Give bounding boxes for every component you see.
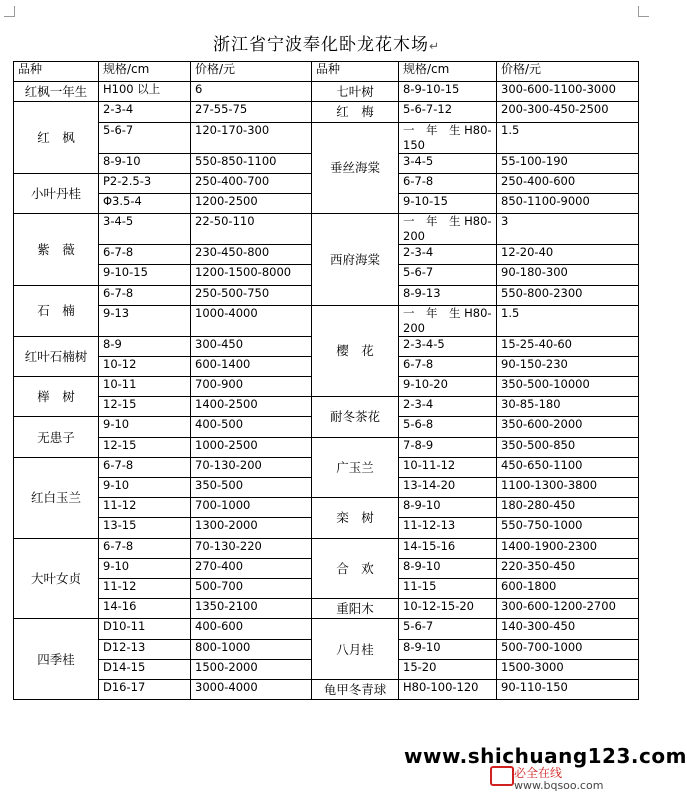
watermark-logo-text: 必全在线 — [514, 766, 563, 780]
right-price-cell: 350-500-10000 — [497, 377, 639, 397]
left-spec-cell: 6-7-8 — [99, 245, 191, 265]
left-price-cell: 1200-2500 — [191, 193, 312, 213]
left-variety-cell: 无患子 — [14, 417, 99, 457]
right-variety-cell: 合 欢 — [312, 538, 399, 599]
right-spec-cell: 6-7-8 — [399, 173, 497, 193]
left-price-cell: 270-400 — [191, 558, 312, 578]
left-price-cell: 1000-2500 — [191, 437, 312, 457]
header-price-right: 价格/元 — [497, 62, 639, 82]
left-price-cell: 1000-4000 — [191, 305, 312, 336]
table-row — [14, 538, 639, 558]
price-table — [13, 61, 639, 700]
left-spec-cell: 12-15 — [99, 437, 191, 457]
left-variety-cell: 红白玉兰 — [14, 457, 99, 538]
right-spec-cell: 5-6-8 — [399, 417, 497, 437]
table-row — [14, 599, 639, 619]
left-price-cell: 350-500 — [191, 478, 312, 498]
left-spec-cell: D14-15 — [99, 659, 191, 679]
right-spec-cell: 10-11-12 — [399, 457, 497, 477]
left-price-cell: 27-55-75 — [191, 102, 312, 122]
table-row — [14, 397, 639, 417]
left-price-cell: 550-850-1100 — [191, 153, 312, 173]
left-variety-cell: 红叶石楠树 — [14, 336, 99, 376]
right-variety-cell: 重阳木 — [312, 599, 399, 619]
left-spec-cell: 6-7-8 — [99, 538, 191, 558]
left-price-cell: 250-400-700 — [191, 173, 312, 193]
right-spec-cell: 13-14-20 — [399, 478, 497, 498]
right-price-cell: 90-150-230 — [497, 356, 639, 376]
left-price-cell: 1300-2000 — [191, 518, 312, 538]
left-spec-cell: 9-10-15 — [99, 265, 191, 285]
table-row — [14, 437, 639, 457]
left-spec-cell: 14-16 — [99, 599, 191, 619]
left-price-cell: 600-1400 — [191, 356, 312, 376]
table-row — [14, 122, 639, 153]
right-price-cell: 450-650-1100 — [497, 457, 639, 477]
right-spec-cell: 9-10-20 — [399, 377, 497, 397]
right-spec-cell: H80-100-120 — [399, 679, 497, 699]
right-spec-cell: 8-9-10 — [399, 558, 497, 578]
left-variety-cell: 四季桂 — [14, 619, 99, 700]
table-row — [14, 619, 639, 639]
left-price-cell: 1350-2100 — [191, 599, 312, 619]
left-price-cell: 400-600 — [191, 619, 312, 639]
right-price-cell: 12-20-40 — [497, 245, 639, 265]
left-spec-cell: 9-10 — [99, 478, 191, 498]
right-price-cell: 1.5 — [497, 122, 639, 153]
left-spec-cell: 9-13 — [99, 305, 191, 336]
right-spec-cell: 15-20 — [399, 659, 497, 679]
header-spec-right: 规格/cm — [399, 62, 497, 82]
left-spec-cell: 8-9 — [99, 336, 191, 356]
right-spec-cell: 2-3-4 — [399, 245, 497, 265]
right-spec-cell: 3-4-5 — [399, 153, 497, 173]
page-corner-mark-right — [638, 6, 649, 17]
right-price-cell: 500-700-1000 — [497, 639, 639, 659]
left-spec-cell: 6-7-8 — [99, 285, 191, 305]
title-text: 浙江省宁波奉化卧龙花木场 — [213, 35, 430, 55]
right-spec-cell: 11-12-13 — [399, 518, 497, 538]
right-spec-cell: 2-3-4-5 — [399, 336, 497, 356]
left-price-cell: 250-500-750 — [191, 285, 312, 305]
left-spec-cell: P2-2.5-3 — [99, 173, 191, 193]
price-table-body — [14, 62, 639, 700]
right-spec-cell: 5-6-7 — [399, 619, 497, 639]
left-price-cell: 70-130-200 — [191, 457, 312, 477]
right-price-cell: 220-350-450 — [497, 558, 639, 578]
left-variety-cell: 大叶女贞 — [14, 538, 99, 619]
right-price-cell: 15-25-40-60 — [497, 336, 639, 356]
left-price-cell: 1200-1500-8000 — [191, 265, 312, 285]
right-price-cell: 1.5 — [497, 305, 639, 336]
left-price-cell: 70-130-220 — [191, 538, 312, 558]
right-price-cell: 140-300-450 — [497, 619, 639, 639]
left-price-cell: 700-1000 — [191, 498, 312, 518]
right-price-cell: 180-280-450 — [497, 498, 639, 518]
right-price-cell: 55-100-190 — [497, 153, 639, 173]
left-price-cell: 1500-2000 — [191, 659, 312, 679]
table-row — [14, 679, 639, 699]
left-variety-cell: 石 楠 — [14, 285, 99, 336]
table-row — [14, 102, 639, 122]
left-variety-cell: 小叶丹桂 — [14, 173, 99, 213]
header-variety-right: 品种 — [312, 62, 399, 82]
page-corner-mark-left — [4, 6, 15, 17]
left-spec-cell: 11-12 — [99, 498, 191, 518]
right-spec-cell: 8-9-10-15 — [399, 82, 497, 102]
right-spec-cell: 8-9-10 — [399, 639, 497, 659]
left-spec-cell: D12-13 — [99, 639, 191, 659]
watermark-url: www.shichuang123.com — [404, 744, 687, 768]
left-price-cell: 800-1000 — [191, 639, 312, 659]
left-price-cell: 700-900 — [191, 377, 312, 397]
right-spec-cell: 8-9-10 — [399, 498, 497, 518]
right-spec-cell: 9-10-15 — [399, 193, 497, 213]
right-price-cell: 350-500-850 — [497, 437, 639, 457]
table-header-row — [14, 62, 639, 82]
right-price-cell: 300-600-1100-3000 — [497, 82, 639, 102]
left-variety-cell: 榉 树 — [14, 377, 99, 417]
right-price-cell: 550-750-1000 — [497, 518, 639, 538]
paragraph-mark: ↵ — [429, 39, 440, 53]
left-spec-cell: 5-6-7 — [99, 122, 191, 153]
right-variety-cell: 八月桂 — [312, 619, 399, 680]
header-variety-left: 品种 — [14, 62, 99, 82]
right-variety-cell: 广玉兰 — [312, 437, 399, 498]
right-price-cell: 1500-3000 — [497, 659, 639, 679]
right-price-cell: 1400-1900-2300 — [497, 538, 639, 558]
right-variety-cell: 栾 树 — [312, 498, 399, 538]
table-row — [14, 82, 639, 102]
right-price-cell: 550-800-2300 — [497, 285, 639, 305]
right-variety-cell: 七叶树 — [312, 82, 399, 102]
left-variety-cell: 红枫一年生 — [14, 82, 99, 102]
left-spec-cell: 2-3-4 — [99, 102, 191, 122]
left-price-cell: 300-450 — [191, 336, 312, 356]
right-spec-cell: 一 年 生 H80-200 — [399, 305, 497, 336]
right-price-cell: 200-300-450-2500 — [497, 102, 639, 122]
right-price-cell: 90-110-150 — [497, 679, 639, 699]
document-title — [0, 30, 653, 55]
right-spec-cell: 5-6-7 — [399, 265, 497, 285]
left-price-cell: 400-500 — [191, 417, 312, 437]
left-spec-cell: 13-15 — [99, 518, 191, 538]
right-variety-cell: 垂丝海棠 — [312, 122, 399, 214]
left-price-cell: 6 — [191, 82, 312, 102]
header-price-left: 价格/元 — [191, 62, 312, 82]
right-spec-cell: 10-12-15-20 — [399, 599, 497, 619]
right-spec-cell: 14-15-16 — [399, 538, 497, 558]
right-spec-cell: 11-15 — [399, 578, 497, 598]
right-variety-cell: 樱 花 — [312, 305, 399, 397]
right-spec-cell: 6-7-8 — [399, 356, 497, 376]
right-variety-cell: 龟甲冬青球 — [312, 679, 399, 699]
table-row — [14, 305, 639, 336]
left-price-cell: 120-170-300 — [191, 122, 312, 153]
left-spec-cell: 10-12 — [99, 356, 191, 376]
right-price-cell: 3 — [497, 214, 639, 245]
table-row — [14, 498, 639, 518]
right-spec-cell: 5-6-7-12 — [399, 102, 497, 122]
watermark-sub-url: www.bqsoo.com — [514, 779, 604, 792]
right-price-cell: 1100-1300-3800 — [497, 478, 639, 498]
left-spec-cell: 3-4-5 — [99, 214, 191, 245]
left-spec-cell: Φ3.5-4 — [99, 193, 191, 213]
header-spec-left: 规格/cm — [99, 62, 191, 82]
right-spec-cell: 一 年 生 H80-150 — [399, 122, 497, 153]
right-price-cell: 850-1100-9000 — [497, 193, 639, 213]
right-price-cell: 350-600-2000 — [497, 417, 639, 437]
left-price-cell: 3000-4000 — [191, 679, 312, 699]
right-variety-cell: 耐冬茶花 — [312, 397, 399, 437]
right-variety-cell: 西府海棠 — [312, 214, 399, 306]
left-spec-cell: D16-17 — [99, 679, 191, 699]
left-price-cell: 1400-2500 — [191, 397, 312, 417]
right-price-cell: 30-85-180 — [497, 397, 639, 417]
left-price-cell: 22-50-110 — [191, 214, 312, 245]
left-spec-cell: 12-15 — [99, 397, 191, 417]
right-price-cell: 300-600-1200-2700 — [497, 599, 639, 619]
right-spec-cell: 2-3-4 — [399, 397, 497, 417]
left-spec-cell: 8-9-10 — [99, 153, 191, 173]
left-price-cell: 230-450-800 — [191, 245, 312, 265]
right-price-cell: 250-400-600 — [497, 173, 639, 193]
table-row — [14, 214, 639, 245]
watermark-logo-icon — [490, 766, 514, 786]
left-spec-cell: 10-11 — [99, 377, 191, 397]
left-spec-cell: H100 以上 — [99, 82, 191, 102]
right-price-cell: 600-1800 — [497, 578, 639, 598]
right-spec-cell: 一 年 生 H80-200 — [399, 214, 497, 245]
left-spec-cell: 9-10 — [99, 558, 191, 578]
left-spec-cell: 11-12 — [99, 578, 191, 598]
right-spec-cell: 7-8-9 — [399, 437, 497, 457]
left-spec-cell: D10-11 — [99, 619, 191, 639]
left-price-cell: 500-700 — [191, 578, 312, 598]
left-variety-cell: 红 枫 — [14, 102, 99, 173]
left-variety-cell: 紫 薇 — [14, 214, 99, 285]
right-price-cell: 90-180-300 — [497, 265, 639, 285]
right-variety-cell: 红 梅 — [312, 102, 399, 122]
left-spec-cell: 9-10 — [99, 417, 191, 437]
right-spec-cell: 8-9-13 — [399, 285, 497, 305]
left-spec-cell: 6-7-8 — [99, 457, 191, 477]
